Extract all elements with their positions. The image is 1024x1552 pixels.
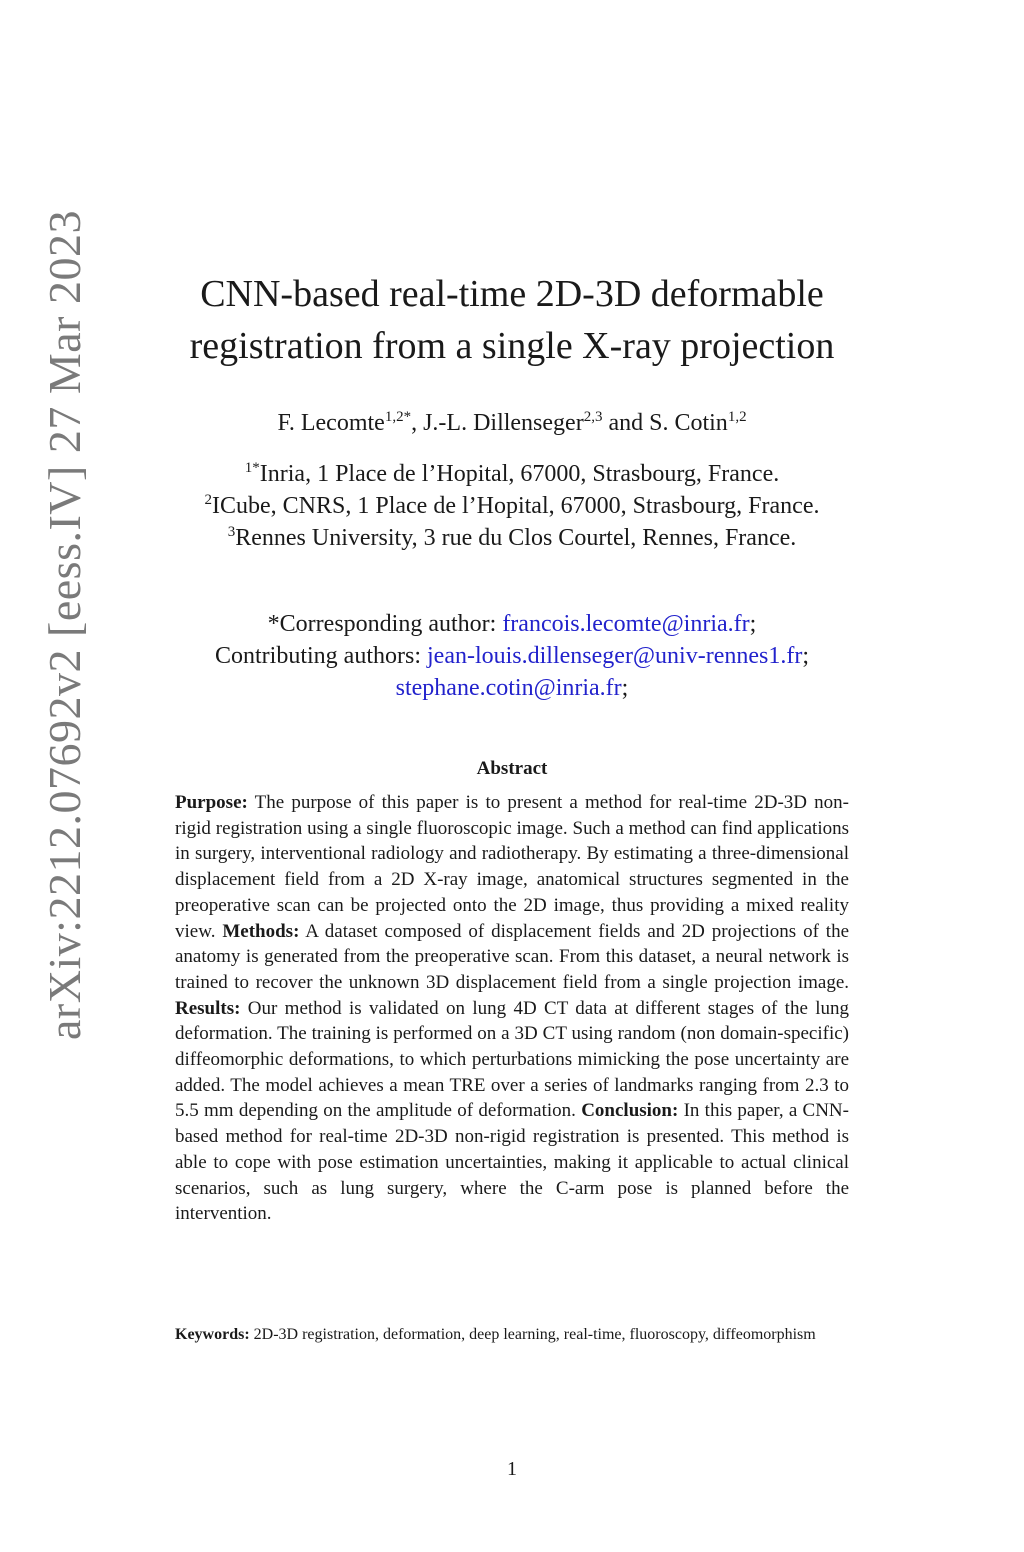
author-affiliation-mark: 1,2*: [384, 409, 412, 425]
contributing-email-link-2[interactable]: stephane.cotin@inria.fr: [395, 675, 622, 701]
corresponding-author-line: *Corresponding author: francois.lecomte@inria.fr;: [267, 611, 757, 637]
author-list: F. Lecomte$^{1,2*}$, J.-L. Dillenseger$^{2,3}$ and S. Cotin$^{1,2}$: [277, 409, 747, 436]
keywords-label: Keywords:: [175, 1326, 250, 1343]
methods-label: Methods:: [222, 920, 300, 942]
author-affiliation-mark: 1,2: [727, 409, 747, 425]
corresponding-email-link[interactable]: francois.lecomte@inria.fr: [502, 611, 750, 637]
page-number: 1: [507, 1458, 517, 1480]
contact-block: [150, 608, 874, 704]
author-name: S. Cotin: [649, 410, 728, 436]
affiliation-list: [150, 458, 874, 554]
purpose-text: The purpose of this paper is to present a method for real-time 2D-3D non-rigid registration using a single fluoroscopic image. Such a method can find applications in surgery, interventional radiology and radiotherapy. By estimating a three-dimensional displacement field from a 2D X-ray image, anatomical structures segmented in the preoperative scan can be projected onto the 2D image, thus providing a mixed reality view.: [175, 792, 849, 942]
conclusion-label: Conclusion:: [581, 1100, 679, 1122]
affiliation-item: $^2$ICube, CNRS, 1 Place de l’Hopital, 67000, Strasbourg, France.: [204, 492, 820, 519]
contributing-authors-line-2: stephane.cotin@inria.fr;: [395, 675, 629, 701]
author-affiliation-mark: 2,3: [583, 409, 603, 425]
results-text: Our method is validated on lung 4D CT data at different stages of the lung deformation. The training is performed on a 3D CT using random (non domain-specific) diffeomorphic deformations, to which perturbations mimicking the pose uncertainty are added. The model achieves a mean TRE over a series of landmarks ranging from 2.3 to 5.5 mm depending on the amplitude of deformation.: [175, 997, 849, 1122]
keywords-text: 2D-3D registration, deformation, deep learning, real-time, fluoroscopy, diffeomorphism: [249, 1326, 816, 1343]
abstract-heading: Abstract: [476, 758, 548, 779]
purpose-label: Purpose:: [175, 792, 248, 813]
arxiv-identifier-stamp: arXiv:2212.07692v2 [eess.IV] 27 Mar 2023: [39, 210, 90, 1040]
conclusion-text: In this paper, a CNN-based method for real-time 2D-3D non-rigid registration is presented. This method is able to cope with pose estimation uncertainties, making it applicable to actual clinical scenarios, such as lung surgery, where the C-arm pose is planned before the intervention.: [175, 1100, 849, 1225]
author-name: F. Lecomte: [277, 410, 385, 436]
methods-text: A dataset composed of displacement fields and 2D projections of the anatomy is generated from the preoperative scan. From this dataset, a neural network is trained to recover the unknown 3D displacement field from a single projection image.: [175, 920, 850, 993]
affiliation-item: $^3$Rennes University, 3 rue du Clos Courtel, Rennes, France.: [227, 524, 797, 551]
author-name: J.-L. Dillenseger: [423, 410, 584, 436]
affiliation-item: $^{1*}$Inria, 1 Place de l’Hopital, 67000, Strasbourg, France.: [244, 460, 780, 487]
results-label: Results:: [175, 997, 241, 1019]
contributing-authors-line: Contributing authors: jean-louis.dillenseger@univ-rennes1.fr;: [215, 643, 809, 669]
abstract-body: [175, 790, 849, 1227]
keywords: [175, 1324, 849, 1346]
contributing-email-link-1[interactable]: jean-louis.dillenseger@univ-rennes1.fr: [427, 643, 803, 669]
paper-title: CNN-based real-time 2D-3D deformable registration from a single X-ray projection: [189, 273, 835, 367]
